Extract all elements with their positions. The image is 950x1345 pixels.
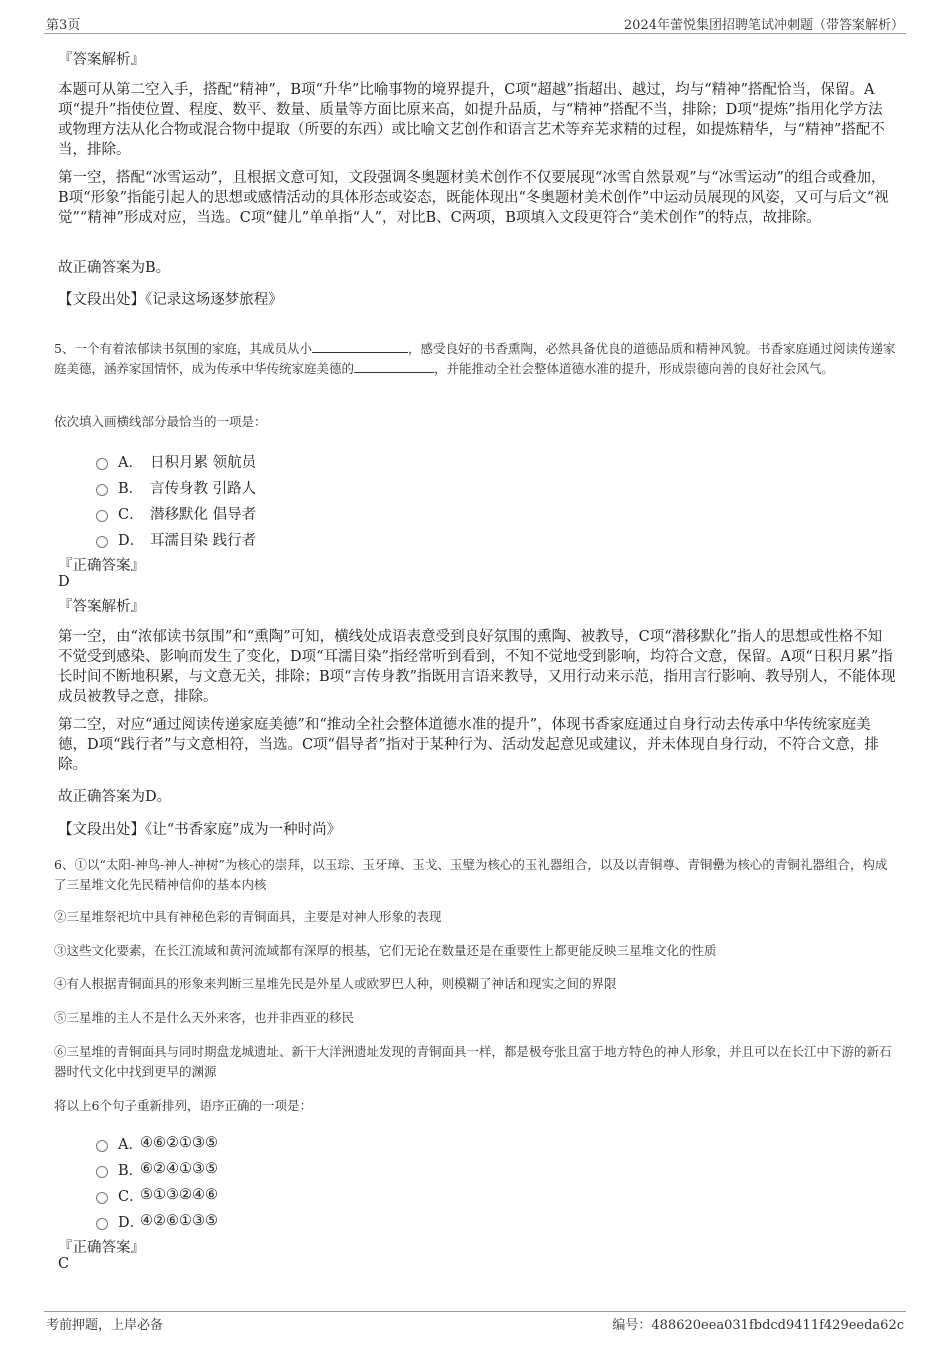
q5-options	[96, 448, 256, 552]
q5-stem-part3: ，并能推动全社会整体道德水准的提升，形成崇德向善的良好社会风气。	[434, 361, 835, 376]
q5-analysis-para2: 第二空，对应“通过阅读传递家庭美德”和“推动全社会整体道德水准的提升”，体现书香家庭通过自身行动去传承中华传统家庭美德，D项“践行者”与文意相符，当选。C项“倡导者”指对于某种行为、活动发起意见或建议，并未体现自身行动，不符合文意，排除。	[58, 717, 879, 773]
page-number: 第3页	[46, 18, 81, 33]
q4-conclusion: 故正确答案为B。	[58, 260, 171, 276]
footer-slogan: 考前押题，上岸必备	[46, 1318, 164, 1333]
q6-option-d[interactable]: D． ④②⑥①③⑤	[96, 1208, 218, 1234]
q6-option-b[interactable]: B． ⑥②④①③⑤	[96, 1156, 218, 1182]
q5-stem-part1: 5、一个有着浓郁读书氛围的家庭，其成员从小	[54, 341, 312, 356]
q5-answer-label: 『正确答案』	[58, 558, 145, 574]
q5-stem-part2: ，感受良好的书香熏陶，必然具备优良的道德品质和精神风貌。书香家庭通过阅读传递家庭美德，涵养家国情怀，成为传承中华传统家庭美德的	[54, 341, 896, 376]
q4-analysis-label: 『答案解析』	[58, 52, 145, 68]
footer-code	[612, 1314, 904, 1333]
q4-analysis-para2: 第一空，搭配“冰雪运动”，且根据文意可知，文段强调冬奥题材美术创作不仅要展现“冰雪自然景观”与“冰雪运动”的组合或叠加，B项“形象”指能引起人的思想或感情活动的具体形态或姿态，既能体现出“冬奥题材美术创作”中运动员展现的风姿，又可与后文“视觉”“精神”形成对应，当选。C项“健儿”单单指“人”，对比B、C两项，B项填入文段更符合“美术创作”的特点，故排除。	[58, 170, 889, 226]
q6-sentence-1: 6、①以“太阳-神鸟-神人-神树”为核心的崇拜，以玉琮、玉牙璋、玉戈、玉璧为核心的玉礼器组合，以及以青铜尊、青铜罍为核心的青铜礼器组合，构成了三星堆文化先民精神信仰的基本内核	[54, 857, 888, 892]
radio-button[interactable]	[96, 1192, 108, 1204]
q6-answer-label: 『正确答案』	[58, 1240, 145, 1256]
q6-options	[96, 1130, 218, 1234]
footer-code-label: 编号：	[612, 1318, 652, 1333]
q5-conclusion: 故正确答案为D。	[58, 789, 172, 805]
footer-divider	[44, 1311, 906, 1312]
radio-button[interactable]	[96, 1218, 108, 1230]
q5-prompt: 依次填入画横线部分最恰当的一项是：	[54, 414, 267, 429]
q4-analysis-para1: 本题可从第二空入手，搭配“精神”，B项“升华”比喻事物的境界提升，C项“超越”指超出、越过，均与“精神”搭配恰当，保留。A项“提升”指使位置、程度、数平、数量、质量等方面比原来高，如提升品质，与“精神”搭配不当，排除；D项“提炼”指用化学方法或物理方法从化合物或混合物中提取（所要的东西）或比喻文艺创作和语言艺术等弃芜求精的过程，如提炼精华，与“精神”搭配不当，排除。	[58, 82, 885, 158]
q4-source: 【文段出处】《记录这场逐梦旅程》	[58, 292, 283, 308]
q6-sentence-4: ④有人根据青铜面具的形象来判断三星堆先民是外星人或欧罗巴人种，则模糊了神话和现实之间的界限	[54, 976, 617, 991]
q6-sentence-5: ⑤三星堆的主人不是什么天外来客，也并非西亚的移民	[54, 1010, 355, 1025]
q5-option-b[interactable]: B． 言传身教 引路人	[96, 474, 256, 500]
q5-source: 【文段出处】《让“书香家庭”成为一种时尚》	[58, 822, 342, 838]
q5-option-d[interactable]: D． 耳濡目染 践行者	[96, 526, 256, 552]
q6-prompt: 将以上6个句子重新排列，语序正确的一项是：	[54, 1098, 312, 1113]
footer-code-value: 488620eea031fbdcd9411f429eeda62c	[651, 1318, 904, 1333]
q5-answer: D	[58, 574, 70, 590]
q5-stem	[54, 339, 896, 379]
q5-option-a[interactable]: A． 日积月累 领航员	[96, 448, 256, 474]
q5-blank-1	[312, 340, 408, 353]
q6-option-a[interactable]: A． ④⑥②①③⑤	[96, 1130, 218, 1156]
q6-answer: C	[58, 1256, 70, 1272]
radio-button[interactable]	[96, 1140, 108, 1152]
document-title: 2024年蕾悦集团招聘笔试冲刺题（带答案解析）	[623, 18, 904, 33]
q5-analysis-label: 『答案解析』	[58, 599, 145, 615]
radio-button[interactable]	[96, 484, 108, 496]
q6-sentence-3: ③这些文化要素，在长江流域和黄河流域都有深厚的根基，它们无论在数量还是在重要性上都更能反映三星堆文化的性质	[54, 943, 717, 958]
radio-button[interactable]	[96, 1166, 108, 1178]
q5-blank-2	[354, 360, 434, 373]
radio-button[interactable]	[96, 536, 108, 548]
q5-option-c[interactable]: C． 潜移默化 倡导者	[96, 500, 256, 526]
q6-sentence-6: ⑥三星堆的青铜面具与同时期盘龙城遗址、新干大洋洲遗址发现的青铜面具一样，都是极夸张且富于地方特色的神人形象，并且可以在长江中下游的新石器时代文化中找到更早的渊源	[54, 1044, 892, 1079]
q5-analysis-para1: 第一空，由“浓郁读书氛围”和“熏陶”可知，横线处成语表意受到良好氛围的熏陶、被教导，C项“潜移默化”指人的思想或性格不知不觉受到感染、影响而发生了变化，D项“耳濡目染”指经常听到看到，不知不觉地受到影响，均符合文意，保留。A项“日积月累”指长时间不断地积累，与文意无关，排除；B项“言传身教”指既用言语来教导，又用行动来示范，指用言行影响、教导别人，不能体现成员被教导之意，排除。	[58, 629, 896, 705]
header-divider	[44, 33, 906, 34]
radio-button[interactable]	[96, 458, 108, 470]
q6-option-c[interactable]: C． ⑤①③②④⑥	[96, 1182, 218, 1208]
radio-button[interactable]	[96, 510, 108, 522]
q6-sentence-2: ②三星堆祭祀坑中具有神秘色彩的青铜面具，主要是对神人形象的表现	[54, 909, 442, 924]
